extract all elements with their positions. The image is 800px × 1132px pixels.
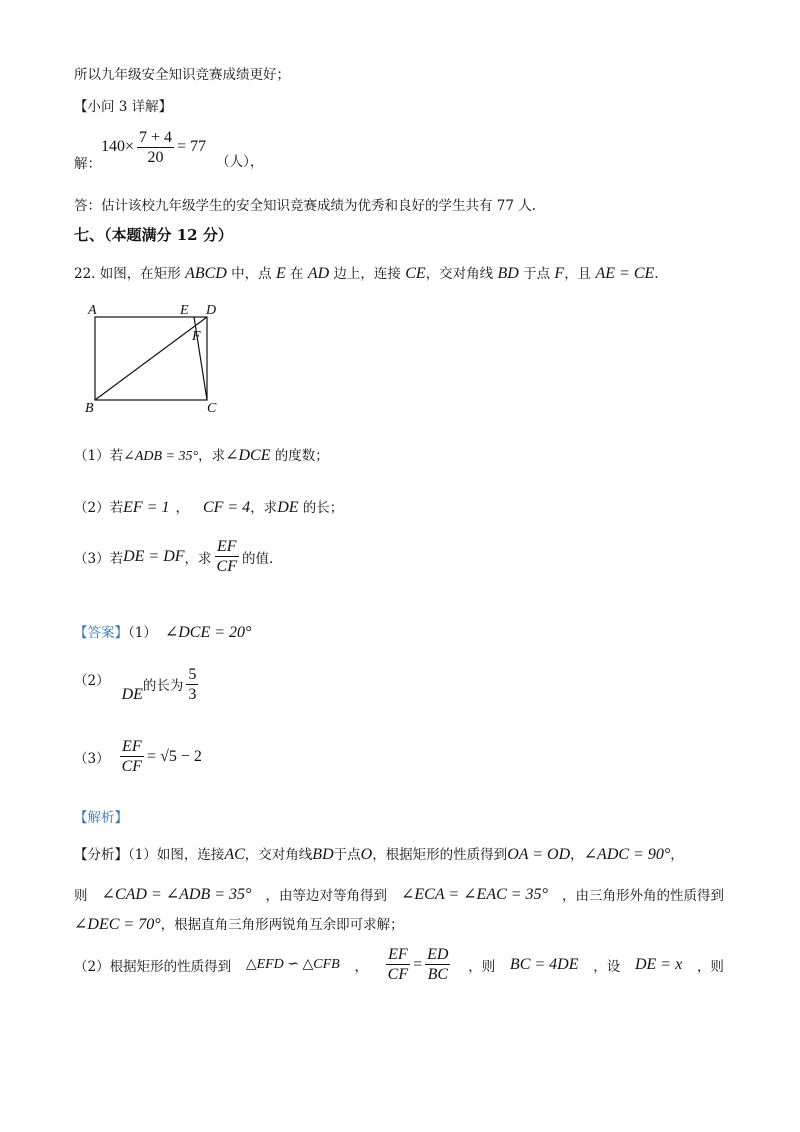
calc-prefix: 解： <box>74 156 101 172</box>
label-a: A <box>88 303 97 318</box>
question-3 <box>74 538 273 575</box>
analysis-text: ，则 <box>468 958 496 975</box>
analysis-text: ， <box>354 958 368 975</box>
analysis-text: 于点 <box>333 847 361 863</box>
answer-1 <box>74 621 251 642</box>
q2-given-1: EF = 1 <box>123 499 170 516</box>
diagonal-bd <box>95 317 207 400</box>
label-b: B <box>85 401 94 416</box>
math-ratio <box>383 946 454 983</box>
label-d: D <box>206 303 217 318</box>
answer-tag: 【答案】 <box>74 625 128 641</box>
calculation <box>74 122 263 172</box>
problem-text: 于点 <box>518 266 555 282</box>
q1-mid: ，求 <box>198 448 226 464</box>
math-angle-dec: ∠DEC = 70° <box>74 916 161 933</box>
problem-lead: 22. 如图，在矩形 <box>74 266 186 282</box>
analysis-text: ， <box>670 847 684 863</box>
q2-label: （2）若 <box>74 500 124 516</box>
analysis-text: ，由等边对等角得到 <box>265 888 387 904</box>
analysis-text: ， <box>570 847 584 863</box>
answer-line: 答：估计该校九年级学生的安全知识竞赛成绩为优秀和良好的学生共有 77 人. <box>74 198 537 214</box>
problem-text: 在 <box>285 266 308 282</box>
calc-right: = 77 <box>177 138 207 155</box>
q3-given: DE = DF <box>123 547 185 565</box>
math-condition: AE = CE <box>595 265 655 282</box>
q2-post: 的长； <box>298 500 344 516</box>
q2-given-2: CF = 4 <box>202 499 251 516</box>
math-oa-od: OA = OD <box>507 846 571 863</box>
ratio-right-den: BC <box>427 966 449 983</box>
q3-numerator: EF <box>217 538 237 555</box>
analysis-text: ，则 <box>696 958 724 975</box>
subquestion-heading: 【小问 3 详解】 <box>74 99 173 115</box>
math-bd: BD <box>312 846 334 863</box>
q2-mid: ，求 <box>250 500 278 516</box>
analysis-text: ，由三角形外角的性质得到 <box>561 888 724 904</box>
answer-3-numerator: EF <box>122 738 142 755</box>
answer-2-denominator: 3 <box>188 685 197 703</box>
q3-denominator: CF <box>216 558 237 575</box>
problem-text: ，且 <box>564 266 596 282</box>
calc-unit: （人）， <box>216 154 264 170</box>
answer-1-value: ∠DCE = 20° <box>164 624 252 641</box>
math-side-ad: AD <box>307 265 330 282</box>
ratio-equals: = <box>413 955 423 973</box>
math-rect: ABCD <box>185 265 227 282</box>
q3-fraction <box>215 538 239 575</box>
answer-1-label: （1） <box>128 625 157 641</box>
answer-3-value: = √5 − 2 <box>147 747 202 765</box>
q1-ask: ∠DCE <box>225 447 271 464</box>
q1-given: ∠ADB = 35° <box>123 449 199 464</box>
question-1 <box>74 444 329 465</box>
q2-sep: ， <box>175 500 189 516</box>
ratio-left-den: CF <box>387 966 409 983</box>
answer-2-label: （2） <box>74 673 110 689</box>
q1-label: （1）若 <box>74 448 124 464</box>
calc-numerator: 7 + 4 <box>139 128 173 146</box>
analysis-text: 则 <box>74 888 88 904</box>
ratio-left <box>386 946 410 983</box>
problem-text: ，交对角线 <box>425 266 498 282</box>
q3-mid: ，求 <box>184 550 212 567</box>
q3-post: 的值. <box>242 550 274 567</box>
answer-2-text: 的长为 <box>142 678 184 694</box>
calc-fraction <box>137 129 174 166</box>
label-f: F <box>192 329 201 344</box>
math-angle-adc: ∠ADC = 90° <box>583 846 671 863</box>
ratio-left-num: EF <box>388 946 408 963</box>
problem-statement <box>74 262 659 283</box>
q1-post: 的度数； <box>270 448 329 464</box>
math-angle-cad: ∠CAD = ∠ADB = 35° <box>101 886 252 903</box>
analysis-line-1 <box>74 843 684 864</box>
problem-end: . <box>654 266 659 282</box>
text-line: 所以九年级安全知识竞赛成绩更好； <box>74 67 290 83</box>
ratio-right-num: ED <box>427 946 449 963</box>
label-c: C <box>207 401 217 416</box>
analysis-tag: 【解析】 <box>74 810 128 826</box>
answer-3-label: （3） <box>74 750 110 767</box>
math-de-x: DE = x <box>634 955 683 973</box>
math-ac: AC <box>224 846 245 863</box>
analysis-text: ，交对角线 <box>244 847 313 863</box>
answer-2 <box>74 664 201 704</box>
math-bc-4de: BC = 4DE <box>509 955 579 973</box>
analysis-line-2 <box>74 884 724 904</box>
problem-text: 边上，连接 <box>329 266 406 282</box>
answer-2-var: DE <box>121 686 143 703</box>
answer-2-fraction <box>186 666 198 703</box>
answer-3-fraction <box>120 738 144 775</box>
analysis-line-4 <box>74 946 724 983</box>
math-angle-eca: ∠ECA = ∠EAC = 35° <box>401 886 548 903</box>
calc-denominator: 20 <box>147 148 164 166</box>
math-o: O <box>360 846 373 863</box>
math-similar: △EFD ∽ △CFB <box>245 957 340 972</box>
answer-2-numerator: 5 <box>188 665 197 683</box>
math-segment-ce: CE <box>405 265 426 282</box>
analysis-text: 【分析】（1）如图，连接 <box>74 847 225 863</box>
problem-text: 中，点 <box>226 266 276 282</box>
analysis-text: （2）根据矩形的性质得到 <box>74 958 232 975</box>
answer-3-denominator: CF <box>121 758 143 775</box>
answer-3 <box>74 738 202 775</box>
label-e: E <box>180 303 189 318</box>
section-title: 七、（本题满分 12 分） <box>74 226 233 244</box>
q2-ask: DE <box>277 499 299 516</box>
calc-left: 140× <box>101 138 135 155</box>
rectangle-figure <box>82 300 232 418</box>
math-diagonal-bd: BD <box>497 265 519 282</box>
q3-label: （3）若 <box>74 550 124 567</box>
analysis-line-3 <box>74 913 404 934</box>
analysis-text: ，根据直角三角形两锐角互余即可求解； <box>160 917 404 933</box>
analysis-text: ，设 <box>593 958 621 975</box>
ratio-right <box>425 946 450 983</box>
math-point-f: F <box>554 265 565 282</box>
math-point-e: E <box>275 265 286 282</box>
analysis-text: ，根据矩形的性质得到 <box>372 847 508 863</box>
question-2 <box>74 496 343 517</box>
